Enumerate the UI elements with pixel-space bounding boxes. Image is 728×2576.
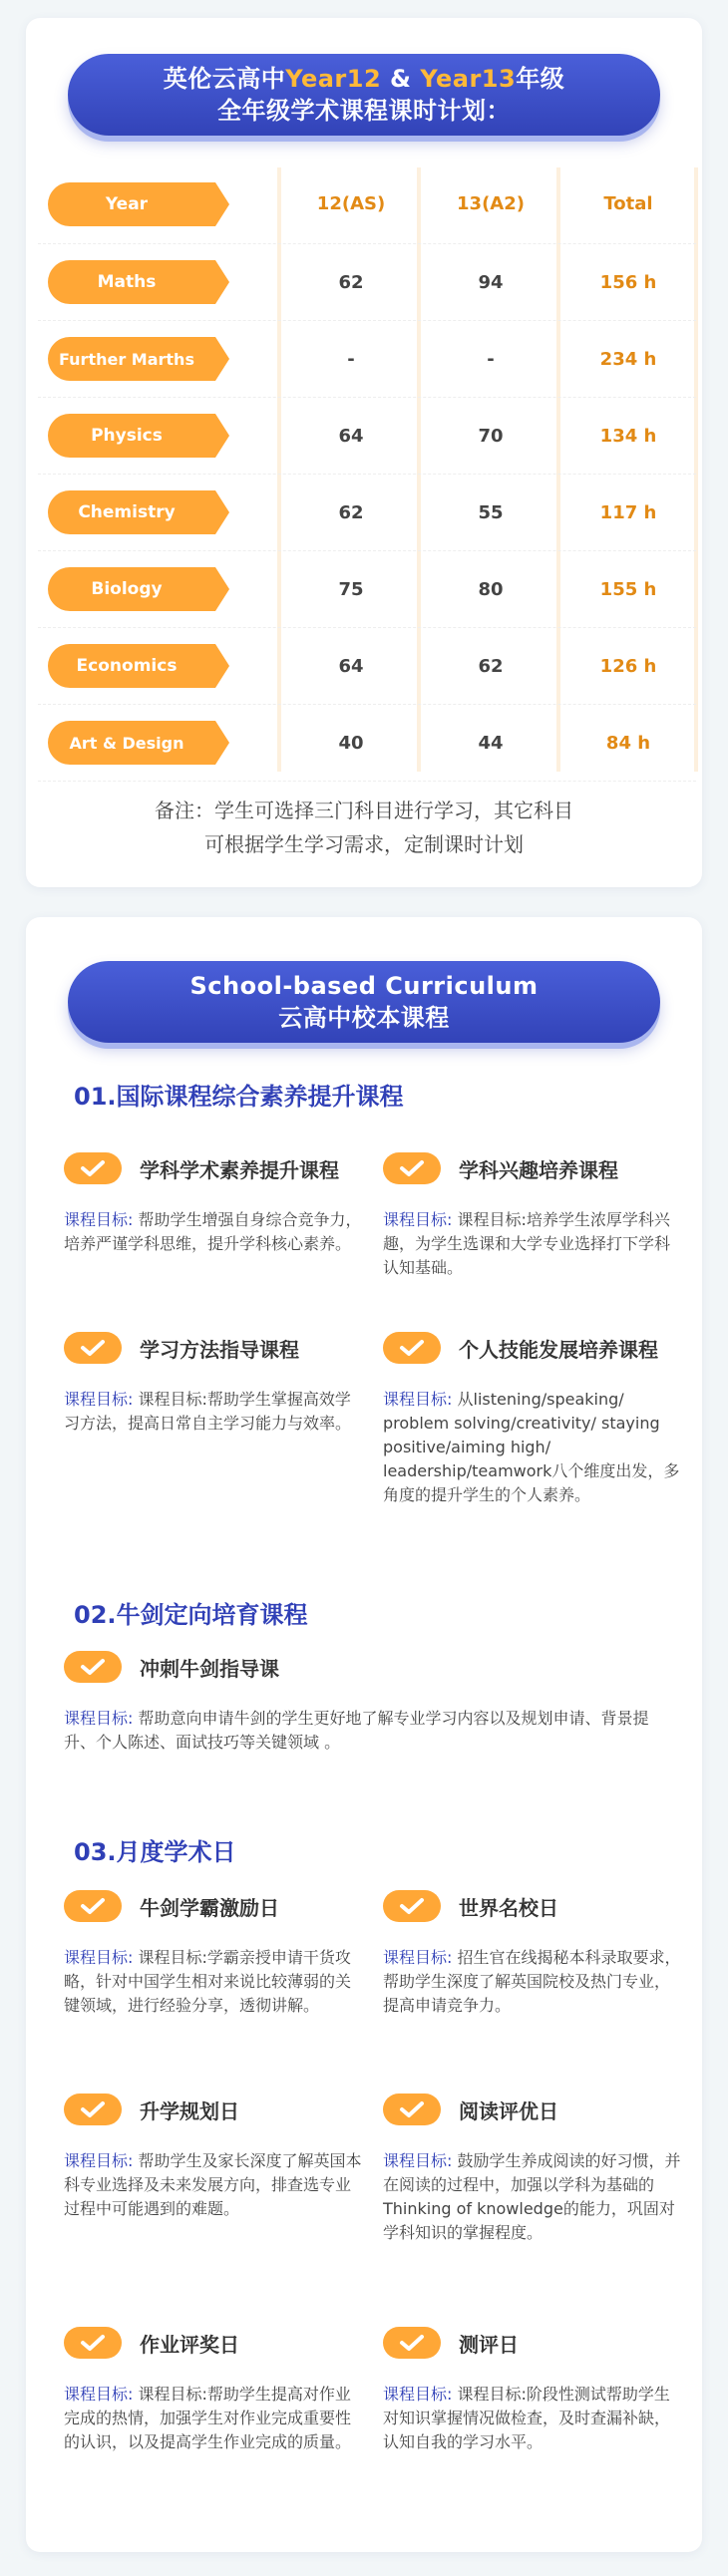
check-icon (383, 1890, 441, 1922)
curriculum-banner (68, 961, 660, 1043)
check-icon (64, 2093, 122, 2125)
total-hours: 156 h (599, 271, 657, 293)
banner-line-2: 云高中校本课程 (278, 1004, 450, 1032)
a2-hours: 62 (478, 655, 504, 677)
course-name: 冲刺牛剑指导课 (140, 1656, 279, 1681)
course-desc-text: 帮助学生增强自身综合竞争力，培养严谨学科思维，提升学科核心素养。 (64, 1210, 362, 1253)
banner-grade: 年级 (516, 65, 565, 93)
header-a2: 13(A2) (457, 193, 525, 214)
course-desc-text: 鼓励学生养成阅读的好习惯，并在阅读的过程中，加强以学科为基础的Thinking of knowledge的能力，巩固对学科知识的掌握程度。 (383, 2151, 681, 2242)
course-title (64, 1886, 363, 1926)
course-goal-tag: 课程目标: (64, 1709, 134, 1728)
as-hours: 62 (338, 501, 364, 523)
course-desc-text: 帮助学生及家长深度了解英国本科专业选择及未来发展方向，排查选专业过程中可能遇到的难题。 (64, 2151, 362, 2218)
subject-pill: Art & Design (48, 721, 215, 765)
a2-hours: 94 (478, 271, 504, 293)
curriculum-card (26, 917, 702, 2552)
banner-line-1 (68, 63, 660, 95)
course-title (383, 1148, 682, 1188)
course-desc-text: 课程目标:帮助学生提高对作业完成的热情，加强学生对作业完成重要性的认识，以及提高学生作业完成的质量。 (64, 2385, 352, 2451)
note-line-1: 备注：学生可选择三门科目进行学习，其它科目 (155, 799, 573, 822)
section-title: 02.牛剑定向培育课程 (74, 1601, 308, 1629)
course-goal-tag: 课程目标: (64, 1948, 134, 1967)
course-item (64, 1886, 363, 2018)
course-name: 牛剑学霸激励日 (140, 1895, 279, 1920)
course-goal-tag: 课程目标: (64, 2151, 134, 2170)
course-name: 世界名校日 (459, 1895, 558, 1920)
table-row (38, 398, 696, 475)
course-desc (64, 2383, 363, 2454)
course-desc (64, 1707, 672, 1755)
check-icon (64, 1890, 122, 1922)
course-goal-tag: 课程目标: (383, 1210, 453, 1229)
header-year-pill: Year (48, 182, 215, 226)
subject-pill: Biology (48, 567, 215, 611)
course-desc-text: 帮助意向申请牛剑的学生更好地了解专业学习内容以及规划申请、背景提升、个人陈述、面试技巧等关键领域 。 (64, 1709, 649, 1752)
banner-line-1: School-based Curriculum (189, 972, 539, 1000)
header-total: Total (603, 193, 653, 214)
course-item (64, 1328, 363, 1436)
course-goal-tag: 课程目标: (383, 1390, 453, 1409)
total-hours: 155 h (599, 578, 657, 600)
section-title: 03.月度学术日 (74, 1838, 236, 1866)
a2-hours: - (487, 348, 495, 370)
as-hours: 64 (338, 655, 364, 677)
course-desc-text: 课程目标:帮助学生掌握高效学习方法，提高日常自主学习能力与效率。 (64, 1390, 352, 1433)
course-name: 作业评奖日 (140, 2332, 239, 2357)
total-hours: 117 h (599, 501, 657, 523)
hours-banner (68, 54, 660, 136)
course-name: 测评日 (459, 2332, 519, 2357)
course-goal-tag: 课程目标: (383, 2385, 453, 2404)
course-goal-tag: 课程目标: (383, 1948, 453, 1967)
course-title (64, 2323, 363, 2363)
total-hours: 234 h (599, 348, 657, 370)
course-item (383, 2323, 682, 2454)
course-item (64, 1148, 363, 1256)
course-desc (64, 2149, 363, 2221)
subject-pill: Chemistry (48, 490, 215, 534)
as-hours: 75 (338, 578, 364, 600)
total-hours: 84 h (605, 732, 651, 754)
table-row (38, 475, 696, 551)
course-title (64, 1148, 363, 1188)
course-title (383, 2090, 682, 2129)
course-goal-tag: 课程目标: (64, 2385, 134, 2404)
course-item (64, 2323, 363, 2454)
subject-pill: Economics (48, 644, 215, 688)
table-note (26, 794, 702, 861)
course-name: 学科兴趣培养课程 (459, 1157, 618, 1182)
check-icon (383, 2093, 441, 2125)
table-row (38, 705, 696, 782)
course-goal-tag: 课程目标: (64, 1390, 134, 1409)
table-row (38, 244, 696, 321)
course-hours-card (26, 18, 702, 887)
banner-year12: Year12 (285, 65, 382, 93)
course-desc (383, 1388, 682, 1507)
check-icon (383, 1152, 441, 1184)
course-item (383, 1886, 682, 2018)
as-hours: 40 (338, 732, 364, 754)
course-title (383, 1328, 682, 1368)
as-hours: 62 (338, 271, 364, 293)
course-desc-text: 课程目标:学霸亲授申请干货攻略，针对中国学生相对来说比较薄弱的关键领域，进行经验分享，透彻讲解。 (64, 1948, 352, 2015)
banner-year13: Year13 (420, 65, 517, 93)
subject-pill: Maths (48, 260, 215, 304)
check-icon (64, 1332, 122, 1364)
course-name: 阅读评优日 (459, 2098, 558, 2123)
course-title (64, 1328, 363, 1368)
a2-hours: 44 (478, 732, 504, 754)
course-desc (64, 1946, 363, 2018)
course-desc-text: 课程目标:阶段性测试帮助学生对知识掌握情况做检查，及时查漏补缺，认知自我的学习水平。 (383, 2385, 671, 2451)
check-icon (383, 2327, 441, 2359)
check-icon (64, 2327, 122, 2359)
course-title (64, 2090, 363, 2129)
check-icon (64, 1152, 122, 1184)
total-hours: 134 h (599, 425, 657, 447)
course-name: 学科学术素养提升课程 (140, 1157, 339, 1182)
table-row (38, 321, 696, 398)
a2-hours: 80 (478, 578, 504, 600)
course-desc (383, 1946, 682, 2018)
course-desc (64, 1388, 363, 1436)
table-header-row (38, 164, 696, 244)
course-title (383, 2323, 682, 2363)
course-name: 升学规划日 (140, 2098, 239, 2123)
a2-hours: 70 (478, 425, 504, 447)
table-row (38, 551, 696, 628)
course-desc-text: 从listening/speaking/ problem solving/creativity/ staying positive/aiming high/ leadership/teamwork八个维度出发，多角度的提升学生的个人素养。 (383, 1390, 680, 1504)
subject-pill: Physics (48, 414, 215, 458)
course-item (64, 1647, 672, 1755)
course-goal-tag: 课程目标: (64, 1210, 134, 1229)
course-desc (383, 1208, 682, 1280)
course-goal-tag: 课程目标: (383, 2151, 453, 2170)
header-as: 12(AS) (316, 193, 386, 214)
a2-hours: 55 (478, 501, 504, 523)
banner-line-2: 全年级学术课程课时计划： (217, 97, 511, 125)
course-title (64, 1647, 672, 1687)
course-desc (64, 1208, 363, 1256)
banner-school: 英伦云高中 (163, 65, 286, 93)
banner-amp: & (381, 65, 421, 93)
table-row (38, 628, 696, 705)
note-line-2: 可根据学生学习需求，定制课时计划 (204, 832, 524, 856)
course-desc (383, 2383, 682, 2454)
check-icon (383, 1332, 441, 1364)
course-item (383, 2090, 682, 2245)
course-name: 个人技能发展培养课程 (459, 1337, 658, 1362)
check-icon (64, 1651, 122, 1683)
total-hours: 126 h (599, 655, 657, 677)
subject-pill: Further Marths (48, 337, 215, 381)
course-title (383, 1886, 682, 1926)
course-name: 学习方法指导课程 (140, 1337, 299, 1362)
course-item (64, 2090, 363, 2221)
course-desc-text: 课程目标:培养学生浓厚学科兴趣，为学生选课和大学专业选择打下学科认知基础。 (383, 1210, 671, 1277)
as-hours: - (347, 348, 355, 370)
course-desc (383, 2149, 682, 2245)
hours-table (38, 164, 696, 782)
course-item (383, 1148, 682, 1280)
course-desc-text: 招生官在线揭秘本科录取要求，帮助学生深度了解英国院校及热门专业，提高申请竞争力。 (383, 1948, 681, 2015)
as-hours: 64 (338, 425, 364, 447)
section-title: 01.国际课程综合素养提升课程 (74, 1083, 404, 1111)
course-item (383, 1328, 682, 1507)
